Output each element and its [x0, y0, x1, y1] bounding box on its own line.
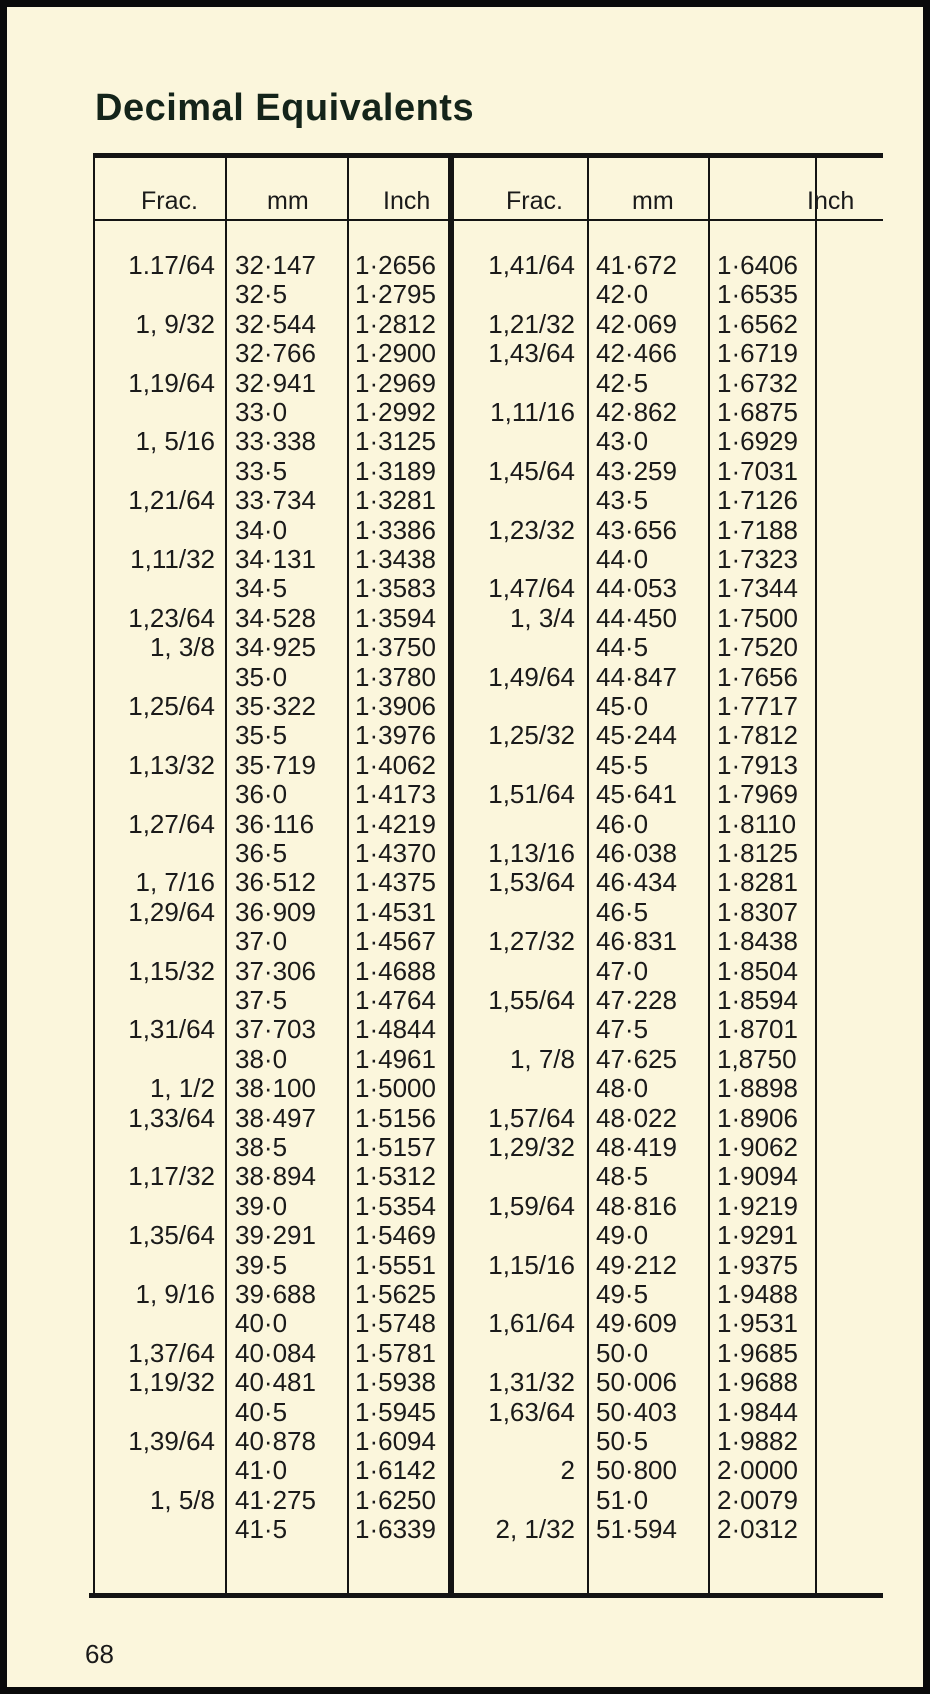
inch-cell: 1·8701 — [717, 1014, 798, 1045]
frac-cell: 1, 9/16 — [135, 1279, 215, 1309]
page — [7, 7, 923, 1687]
inch-cell: 1·5945 — [355, 1396, 436, 1427]
mm-cell: 40·0 — [235, 1308, 288, 1339]
mm-cell: 43·259 — [596, 455, 677, 486]
frac-cell: 1,33/64 — [128, 1102, 215, 1133]
mm-cell: 38·100 — [235, 1073, 316, 1104]
header-inch-right: Inch — [807, 187, 855, 215]
mm-cell: 43·5 — [596, 485, 649, 516]
inch-cell: 1·3976 — [355, 720, 436, 751]
inch-cell: 1·6094 — [355, 1426, 436, 1456]
mm-cell: 51·0 — [596, 1484, 649, 1515]
mm-cell: 35·0 — [235, 661, 288, 692]
mm-cell: 35·719 — [235, 749, 316, 780]
inch-cell: 1·4961 — [355, 1043, 436, 1074]
header-mm-left: mm — [267, 187, 309, 215]
mm-cell: 35·322 — [235, 691, 316, 721]
inch-cell: 1·7323 — [717, 544, 798, 574]
header-mm-right: mm — [632, 187, 674, 215]
mm-cell: 44·0 — [596, 544, 649, 574]
frac-cell: 1,21/32 — [488, 308, 575, 339]
inch-cell: 1·3906 — [355, 691, 436, 721]
mm-cell: 40·5 — [235, 1396, 288, 1427]
mm-cell: 39·5 — [235, 1249, 288, 1280]
inch-cell: 1·5156 — [355, 1102, 436, 1133]
inch-cell: 1·7188 — [717, 514, 798, 545]
frac-cell: 1, 7/16 — [135, 867, 215, 898]
mm-cell: 51·594 — [596, 1514, 677, 1545]
mm-cell: 45·5 — [596, 749, 649, 780]
inch-cell: 1·3125 — [355, 426, 436, 457]
mm-cell: 49·212 — [596, 1249, 677, 1280]
frac-cell: 2 — [560, 1455, 575, 1486]
inch-cell: 1·7717 — [717, 691, 798, 721]
mm-cell: 44·5 — [596, 632, 649, 663]
frac-cell: 1, 5/16 — [135, 426, 215, 457]
inch-cell: 1·3750 — [355, 632, 436, 663]
mm-cell: 34·528 — [235, 602, 316, 633]
inch-cell: 1·7969 — [717, 779, 798, 810]
mm-cell: 41·5 — [235, 1514, 288, 1545]
mm-cell: 49·5 — [596, 1279, 649, 1309]
inch-cell: 1·9219 — [717, 1190, 798, 1221]
mm-cell: 40·481 — [235, 1367, 316, 1398]
mm-cell: 36·0 — [235, 779, 288, 810]
frac-cell: 1,49/64 — [488, 661, 575, 692]
mm-cell: 34·0 — [235, 514, 288, 545]
mm-cell: 32·941 — [235, 367, 316, 398]
frac-cell: 1,27/32 — [488, 926, 575, 957]
frac-cell: 1,51/64 — [488, 779, 575, 810]
inch-cell: 1·8594 — [717, 985, 798, 1015]
page-number: 68 — [85, 1639, 114, 1669]
inch-cell: 1·7812 — [717, 720, 798, 751]
inch-cell: 1·7344 — [717, 573, 798, 604]
mm-cell: 42·466 — [596, 338, 677, 369]
inch-cell: 1·7913 — [717, 749, 798, 780]
frac-cell: 1,47/64 — [488, 573, 575, 604]
inch-cell: 1·6719 — [717, 338, 798, 369]
inch-cell: 1·6142 — [355, 1455, 436, 1486]
mm-cell: 33·734 — [235, 485, 316, 516]
mm-cell: 42·5 — [596, 367, 649, 398]
inch-cell: 1·3189 — [355, 455, 436, 486]
inch-cell: 1·8906 — [717, 1102, 798, 1133]
inch-cell: 1·3780 — [355, 661, 436, 692]
frac-cell: 1,63/64 — [488, 1396, 575, 1427]
mm-cell: 36·512 — [235, 867, 316, 898]
inch-cell: 1·9375 — [717, 1249, 798, 1280]
mm-cell: 46·831 — [596, 926, 677, 957]
inch-cell: 1·5157 — [355, 1132, 436, 1162]
frac-cell: 1,29/64 — [128, 896, 215, 927]
col-divider — [225, 153, 227, 1595]
mm-cell: 37·0 — [235, 926, 288, 957]
inch-cell: 1·2795 — [355, 279, 436, 310]
frac-cell: 1,55/64 — [488, 985, 575, 1015]
mm-cell: 35·5 — [235, 720, 288, 751]
frac-cell: 1,27/64 — [128, 808, 215, 839]
inch-cell: 1·6562 — [717, 308, 798, 339]
mm-cell: 45·641 — [596, 779, 677, 810]
inch-cell: 1·2656 — [355, 250, 436, 280]
mm-cell: 39·0 — [235, 1190, 288, 1221]
mm-cell: 32·544 — [235, 308, 316, 339]
mm-cell: 41·275 — [235, 1484, 316, 1515]
frac-cell: 1,39/64 — [128, 1426, 215, 1456]
mm-cell: 42·0 — [596, 279, 649, 310]
mm-cell: 37·703 — [235, 1014, 316, 1045]
inch-cell: 1·9291 — [717, 1220, 798, 1251]
frac-cell: 1, 1/2 — [149, 1073, 215, 1104]
inch-cell: 1·8125 — [717, 838, 798, 868]
frac-cell: 1,17/32 — [128, 1161, 215, 1192]
mm-cell: 48·419 — [596, 1132, 677, 1162]
frac-cell: 1,13/16 — [488, 838, 575, 868]
inch-cell: 1·3583 — [355, 573, 436, 604]
mm-cell: 48·022 — [596, 1102, 677, 1133]
col-divider — [708, 153, 710, 1595]
mm-cell: 50·006 — [596, 1367, 677, 1398]
frac-cell: 1,21/64 — [128, 485, 215, 516]
inch-cell: 1·7656 — [717, 661, 798, 692]
mm-cell: 37·306 — [235, 955, 316, 986]
inch-cell: 1·2992 — [355, 397, 436, 427]
frac-cell: 1,25/64 — [128, 691, 215, 721]
frac-cell: 1,43/64 — [488, 338, 575, 369]
table-top-rule — [93, 153, 883, 158]
inch-cell: 1·5551 — [355, 1249, 436, 1280]
inch-cell: 1·3281 — [355, 485, 436, 516]
frac-cell: 1, 7/8 — [509, 1043, 575, 1074]
inch-cell: 2·0312 — [717, 1514, 798, 1545]
mm-cell: 48·0 — [596, 1073, 649, 1104]
mm-cell: 32·766 — [235, 338, 316, 369]
inch-cell: 1·4764 — [355, 985, 436, 1015]
mm-cell: 46·0 — [596, 808, 649, 839]
inch-cell: 1·6875 — [717, 397, 798, 427]
frac-cell: 1.17/64 — [128, 250, 215, 280]
mm-cell: 36·116 — [235, 808, 315, 839]
inch-cell: 1·4062 — [355, 749, 436, 780]
inch-cell: 1·8898 — [717, 1073, 798, 1104]
inch-cell: 1·5748 — [355, 1308, 436, 1339]
mm-cell: 47·5 — [596, 1014, 649, 1045]
frac-cell: 1,23/32 — [488, 514, 575, 545]
frac-cell: 1,35/64 — [128, 1220, 215, 1251]
frac-cell: 1,59/64 — [488, 1190, 575, 1221]
inch-cell: 1·5354 — [355, 1190, 436, 1221]
mm-cell: 44·053 — [596, 573, 677, 604]
frac-cell: 1,31/32 — [488, 1367, 575, 1398]
frac-cell: 1,53/64 — [488, 867, 575, 898]
inch-cell: 1·6732 — [717, 367, 798, 398]
inch-cell: 1·2900 — [355, 338, 436, 369]
frac-cell: 1,15/32 — [128, 955, 215, 986]
frac-cell: 1,25/32 — [488, 720, 575, 751]
mm-cell: 42·069 — [596, 308, 677, 339]
mm-cell: 40·084 — [235, 1337, 316, 1368]
inch-cell: 1·4173 — [355, 779, 436, 810]
frac-cell: 1,61/64 — [488, 1308, 575, 1339]
mm-cell: 41·672 — [596, 250, 677, 280]
inch-cell: 1·8504 — [717, 955, 798, 986]
col-divider — [587, 153, 589, 1595]
frac-cell: 1,11/16 — [490, 397, 575, 427]
mm-cell: 36·5 — [235, 838, 288, 868]
inch-cell: 1·4375 — [355, 867, 436, 898]
decimal-equivalents-table — [93, 153, 883, 1599]
mm-cell: 38·5 — [235, 1132, 288, 1162]
inch-cell: 1·9488 — [717, 1279, 798, 1309]
inch-cell: 1·8281 — [717, 867, 798, 898]
inch-cell: 1·4531 — [355, 896, 436, 927]
inch-cell: 1·9062 — [717, 1132, 798, 1162]
inch-cell: 1·3386 — [355, 514, 436, 545]
inch-cell: 1·6406 — [717, 250, 798, 280]
col-divider — [815, 153, 817, 1595]
frac-cell: 1,37/64 — [128, 1337, 215, 1368]
inch-cell: 1·8110 — [717, 808, 797, 839]
inch-cell: 1·9844 — [717, 1396, 798, 1427]
inch-cell: 1·6250 — [355, 1484, 436, 1515]
frac-cell: 1, 3/4 — [509, 602, 575, 633]
mm-cell: 43·0 — [596, 426, 649, 457]
frac-cell: 1, 9/32 — [135, 308, 215, 339]
inch-cell: 1·9688 — [717, 1367, 798, 1398]
mm-cell: 33·5 — [235, 455, 288, 486]
mm-cell: 50·403 — [596, 1396, 677, 1427]
frac-cell: 1, 5/8 — [149, 1484, 215, 1515]
inch-cell: 1·5625 — [355, 1279, 436, 1309]
inch-cell: 1·3438 — [355, 544, 436, 574]
center-divider — [448, 153, 454, 1595]
inch-cell: 1·5781 — [355, 1337, 436, 1368]
mm-cell: 44·847 — [596, 661, 677, 692]
mm-cell: 44·450 — [596, 602, 677, 633]
mm-cell: 47·0 — [596, 955, 649, 986]
mm-cell: 46·434 — [596, 867, 677, 898]
inch-cell: 1·9685 — [717, 1337, 798, 1368]
inch-cell: 1·6535 — [717, 279, 798, 310]
inch-cell: 1·7520 — [717, 632, 798, 663]
frac-cell: 1,19/64 — [128, 367, 215, 398]
inch-cell: 2·0079 — [717, 1484, 798, 1515]
frac-cell: 1,11/32 — [130, 544, 215, 574]
mm-cell: 40·878 — [235, 1426, 316, 1456]
mm-cell: 33·0 — [235, 397, 288, 427]
col-divider — [93, 153, 95, 1595]
mm-cell: 39·688 — [235, 1279, 316, 1309]
mm-cell: 47·625 — [596, 1043, 677, 1074]
inch-cell: 1·5312 — [355, 1161, 436, 1192]
mm-cell: 45·0 — [596, 691, 649, 721]
frac-cell: 1,15/16 — [488, 1249, 575, 1280]
mm-cell: 42·862 — [596, 397, 677, 427]
frac-cell: 1,19/32 — [128, 1367, 215, 1398]
frac-cell: 1,57/64 — [488, 1102, 575, 1133]
inch-cell: 1·8307 — [717, 896, 798, 927]
inch-cell: 1·6339 — [355, 1514, 436, 1545]
mm-cell: 46·038 — [596, 838, 677, 868]
frac-cell: 1,31/64 — [128, 1014, 215, 1045]
frac-cell: 2, 1/32 — [495, 1514, 575, 1545]
col-divider — [347, 153, 349, 1595]
frac-cell: 1,45/64 — [488, 455, 575, 486]
inch-cell: 1·7126 — [717, 485, 798, 516]
frac-cell: 1,13/32 — [128, 749, 215, 780]
frac-cell: 1, 3/8 — [149, 632, 215, 663]
mm-cell: 36·909 — [235, 896, 316, 927]
frac-cell: 1,41/64 — [488, 250, 575, 280]
mm-cell: 38·497 — [235, 1102, 316, 1133]
mm-cell: 34·925 — [235, 632, 316, 663]
mm-cell: 34·5 — [235, 573, 288, 604]
mm-cell: 41·0 — [235, 1455, 288, 1486]
table-bottom-rule — [89, 1593, 883, 1598]
inch-cell: 1,8750 — [717, 1043, 797, 1074]
inch-cell: 1·4370 — [355, 838, 436, 868]
header-frac-left: Frac. — [141, 187, 198, 215]
mm-cell: 39·291 — [235, 1220, 316, 1251]
inch-cell: 1·5938 — [355, 1367, 436, 1398]
frac-cell: 1,23/64 — [128, 602, 215, 633]
frac-cell: 1,29/32 — [488, 1132, 575, 1162]
inch-cell: 1·9531 — [717, 1308, 798, 1339]
mm-cell: 34·131 — [235, 544, 316, 574]
inch-cell: 1·2812 — [355, 308, 436, 339]
mm-cell: 47·228 — [596, 985, 677, 1015]
inch-cell: 1·5469 — [355, 1220, 436, 1251]
inch-cell: 1·7500 — [717, 602, 798, 633]
inch-cell: 1·4688 — [355, 955, 436, 986]
header-inch-left: Inch — [383, 187, 431, 215]
mm-cell: 45·244 — [596, 720, 677, 751]
mm-cell: 32·5 — [235, 279, 288, 310]
inch-cell: 1·2969 — [355, 367, 436, 398]
header-rule — [93, 219, 883, 221]
inch-cell: 1·4219 — [355, 808, 436, 839]
mm-cell: 50·800 — [596, 1455, 677, 1486]
inch-cell: 1·7031 — [717, 455, 798, 486]
inch-cell: 1·3594 — [355, 602, 436, 633]
mm-cell: 46·5 — [596, 896, 649, 927]
inch-cell: 1·4567 — [355, 926, 436, 957]
inch-cell: 2·0000 — [717, 1455, 798, 1486]
mm-cell: 38·0 — [235, 1043, 288, 1074]
mm-cell: 38·894 — [235, 1161, 316, 1192]
mm-cell: 33·338 — [235, 426, 316, 457]
mm-cell: 37·5 — [235, 985, 288, 1015]
mm-cell: 49·0 — [596, 1220, 649, 1251]
mm-cell: 48·816 — [596, 1190, 677, 1221]
header-frac-right: Frac. — [506, 187, 563, 215]
inch-cell: 1·9882 — [717, 1426, 798, 1456]
inch-cell: 1·9094 — [717, 1161, 798, 1192]
inch-cell: 1·5000 — [355, 1073, 436, 1104]
inch-cell: 1·4844 — [355, 1014, 436, 1045]
inch-cell: 1·6929 — [717, 426, 798, 457]
inch-cell: 1·8438 — [717, 926, 798, 957]
mm-cell: 49·609 — [596, 1308, 677, 1339]
mm-cell: 43·656 — [596, 514, 677, 545]
mm-cell: 50·5 — [596, 1426, 649, 1456]
page-title: Decimal Equivalents — [95, 87, 475, 129]
mm-cell: 32·147 — [235, 250, 316, 280]
mm-cell: 50·0 — [596, 1337, 649, 1368]
mm-cell: 48·5 — [596, 1161, 649, 1192]
